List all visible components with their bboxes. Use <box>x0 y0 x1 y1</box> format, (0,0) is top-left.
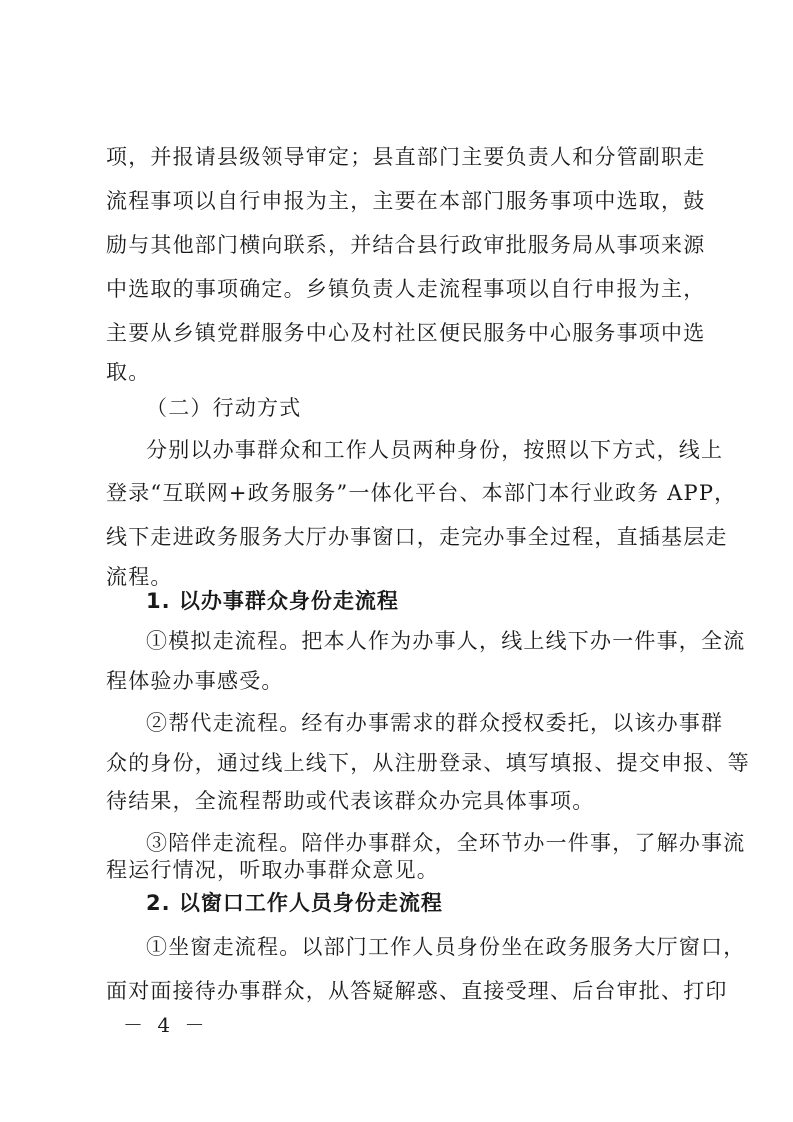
paragraph-line: 流程事项以自行申报为主，主要在本部门服务事项中选取，鼓 <box>106 189 706 213</box>
list-item-line: 面对面接待办事群众，从答疑解惑、直接受理、后台审批、打印 <box>106 979 728 1003</box>
section-heading: （二）行动方式 <box>146 396 302 420</box>
list-item-line: ③陪伴走流程。陪伴办事群众，全环节办一件事，了解办事流 <box>146 831 746 855</box>
list-item-line: 待结果，全流程帮助或代表该群众办完具体事项。 <box>106 789 595 813</box>
list-item-line: 程体验办事感受。 <box>106 669 284 693</box>
list-item-line: ①模拟走流程。把本人作为办事人，线上线下办一件事，全流 <box>146 629 746 653</box>
list-item-line: 程运行情况，听取办事群众意见。 <box>106 858 439 882</box>
list-item-line: ②帮代走流程。经有办事需求的群众授权委托，以该办事群 <box>146 711 724 735</box>
paragraph-line: 线下走进政务服务大厅办事窗口，走完办事全过程，直插基层走 <box>106 525 728 549</box>
paragraph-line: 中选取的事项确定。乡镇负责人走流程事项以自行申报为主， <box>106 277 706 301</box>
list-item-line: ①坐窗走流程。以部门工作人员身份坐在政务服务大厅窗口， <box>146 935 746 959</box>
subheading: 2. 以窗口工作人员身份走流程 <box>146 891 443 915</box>
paragraph-line: 取。 <box>106 360 151 384</box>
paragraph-line: 分别以办事群众和工作人员两种身份，按照以下方式，线上 <box>146 438 724 462</box>
page-number: － 4 － <box>123 1013 209 1037</box>
list-item-line: 众的身份，通过线上线下，从注册登录、填写填报、提交申报、等 <box>106 751 750 775</box>
paragraph-line: 流程。 <box>106 565 173 589</box>
paragraph-line: 主要从乡镇党群服务中心及村社区便民服务中心服务事项中选 <box>106 321 706 345</box>
subheading: 1. 以办事群众身份走流程 <box>146 589 399 613</box>
paragraph-line: 登录“互联网+政务服务”一体化平台、本部门本行业政务 APP， <box>106 481 737 505</box>
paragraph-line: 励与其他部门横向联系，并结合县行政审批服务局从事项来源 <box>106 233 706 257</box>
paragraph-line: 项，并报请县级领导审定；县直部门主要负责人和分管副职走 <box>106 145 706 169</box>
